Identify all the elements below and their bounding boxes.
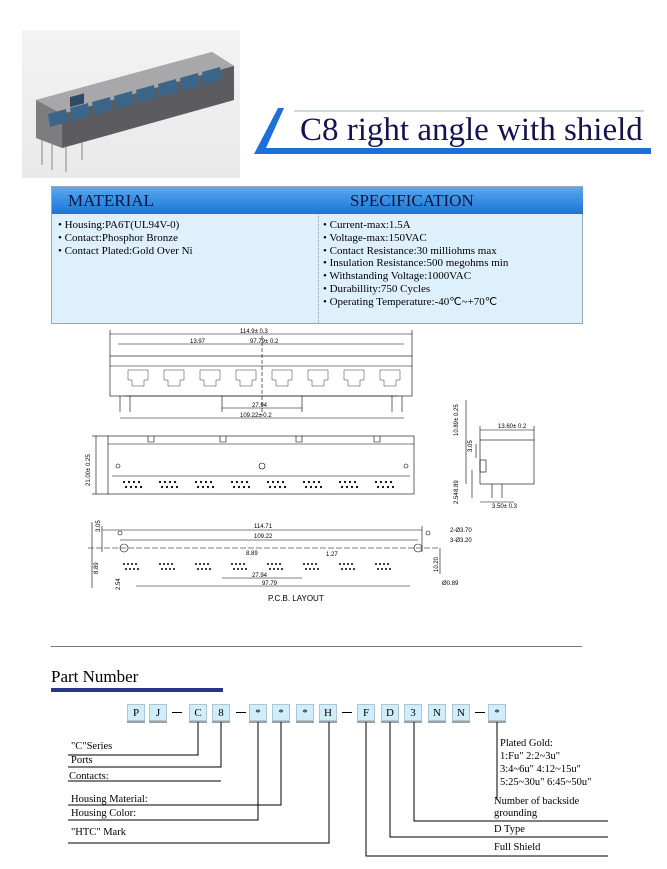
dim-label: 8.89: [94, 562, 100, 574]
pcb-layout-label: P.C.B. LAYOUT: [268, 594, 324, 603]
dim-label: 3.05: [468, 440, 474, 452]
material-header: MATERIAL: [52, 187, 318, 214]
dim-label: 109.22: [254, 534, 273, 540]
dim-label: 21.00± 0.25: [86, 454, 92, 486]
dim-label: 3-Ø3.20: [450, 538, 472, 544]
pn-box: *: [488, 704, 506, 721]
plated-gold-option: 5:25~30u" 6:45~50u": [500, 777, 592, 788]
dim-label: 3.50± 0.3: [492, 504, 517, 510]
list-item: • Withstanding Voltage:1000VAC: [323, 270, 508, 283]
list-item: • Operating Temperature:-40℃~+70℃: [323, 296, 508, 309]
dim-label: 114.9± 0.3: [240, 329, 268, 335]
plated-gold-label: Plated Gold:: [500, 738, 553, 749]
list-item: • Contact Plated:Gold Over Ni: [58, 245, 193, 258]
list-item: • Contact Resistance:30 milliohms max: [323, 245, 508, 258]
dim-label: 8.89: [246, 551, 258, 557]
pn-box: 8: [212, 704, 230, 721]
dim-label: 13.60± 0.2: [498, 424, 527, 430]
dim-label: 3.05: [96, 520, 102, 532]
series-label: "C"Series: [71, 741, 113, 752]
list-item: • Insulation Resistance:500 megohms min: [323, 257, 508, 270]
pn-box: D: [381, 704, 399, 721]
plated-gold-option: 1:Fu" 2:2~3u": [500, 751, 561, 762]
pn-box: *: [272, 704, 290, 721]
dim-label: 27.94: [252, 573, 268, 579]
dim-label: 2-Ø3.70: [450, 528, 472, 534]
dim-label: 97.79: [262, 581, 278, 587]
pn-box: P: [127, 704, 145, 721]
list-item: • Contact:Phosphor Bronze: [58, 232, 193, 245]
dim-label: 10.89± 0.25: [454, 404, 460, 436]
dim-label: 114.71: [254, 524, 272, 530]
backside-grounding-label: Number of backside: [494, 796, 580, 807]
dim-label: 27.94: [252, 403, 268, 409]
dim-label: 10.20: [434, 556, 440, 572]
dim-label: 8.89: [454, 480, 460, 492]
contacts-label: Contacts:: [69, 771, 109, 782]
dim-label: Ø0.89: [442, 581, 459, 587]
pn-box: C: [189, 704, 207, 721]
dim-label: 109.22± 0.2: [240, 413, 272, 419]
list-item: • Voltage-max:150VAC: [323, 232, 508, 245]
list-item: • Current-max:1.5A: [323, 219, 508, 232]
pn-box: *: [249, 704, 267, 721]
backside-grounding-label-2: grounding: [494, 808, 538, 819]
housing-color-label: Housing Color:: [71, 808, 137, 819]
page-title: C8 right angle with shield: [300, 112, 643, 148]
pn-box: J: [149, 704, 167, 721]
dim-label: 1.27: [326, 552, 338, 558]
ports-label: Ports: [71, 755, 93, 766]
pn-box: F: [357, 704, 375, 721]
htc-mark-label: "HTC" Mark: [71, 827, 126, 838]
list-item: • Housing:PA6T(UL94V-0): [58, 219, 193, 232]
plated-gold-option: 3:4~6u" 4:12~15u": [500, 764, 581, 775]
dim-label: 2.54: [454, 492, 460, 504]
pn-box: *: [296, 704, 314, 721]
pn-box: 3: [404, 704, 422, 721]
dim-label: 13.97: [190, 339, 206, 345]
dim-label: 97.79± 0.2: [250, 339, 279, 345]
pn-box: H: [319, 704, 337, 721]
list-item: • Durabillity:750 Cycles: [323, 283, 508, 296]
full-shield-label: Full Shield: [494, 842, 541, 853]
housing-material-label: Housing Material:: [71, 794, 148, 805]
dim-label: 2.54: [116, 578, 122, 590]
pn-box: N: [452, 704, 470, 721]
specification-header: SPECIFICATION: [318, 187, 583, 214]
pn-box: N: [428, 704, 446, 721]
d-type-label: D Type: [494, 824, 525, 835]
part-number-title: Part Number: [51, 667, 139, 686]
